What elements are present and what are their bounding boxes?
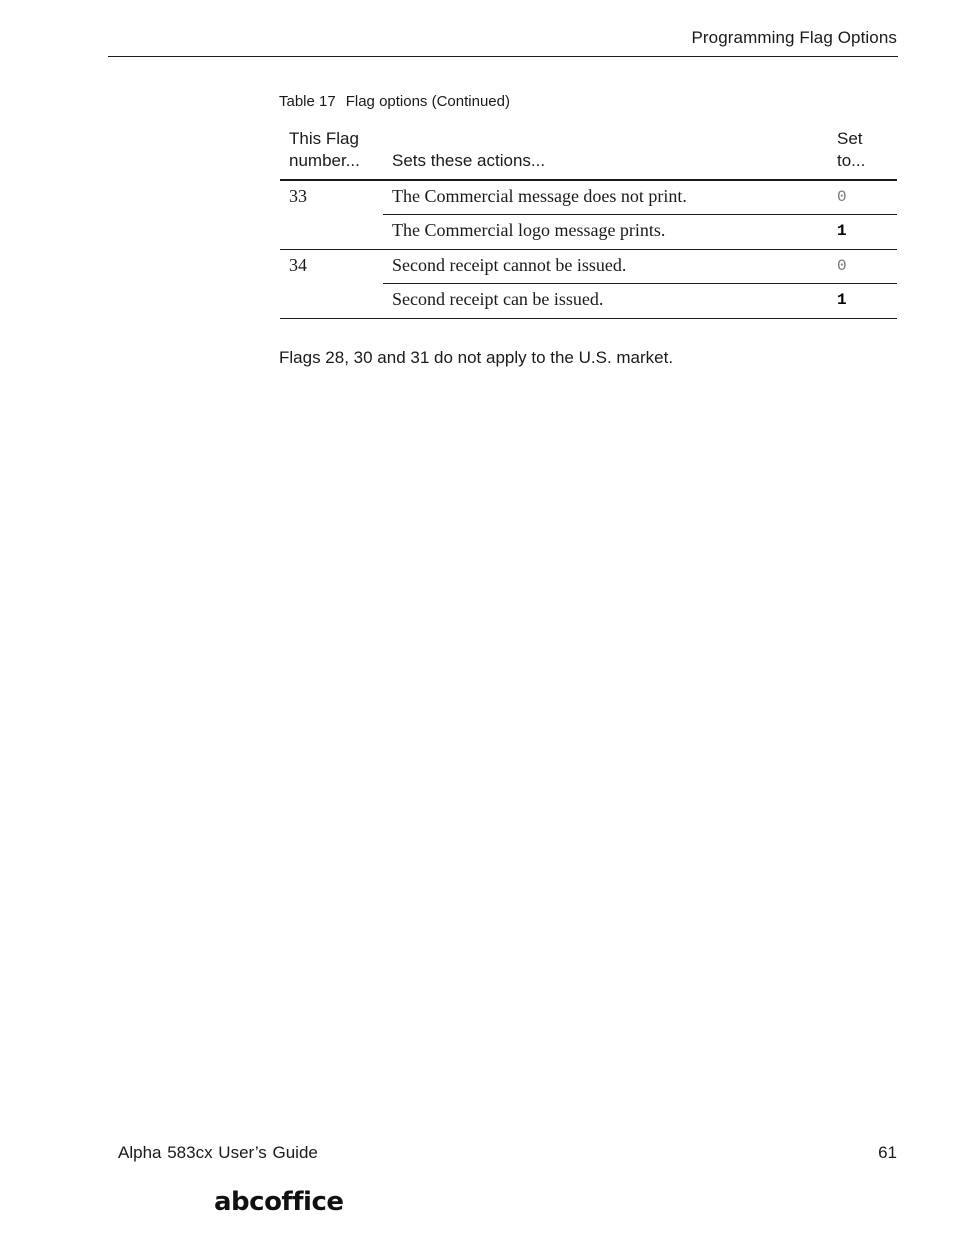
market-note: Flags 28, 30 and 31 do not apply to the U.S. market. [279,348,674,367]
table-row [280,250,897,284]
set-value-cell: 1 [837,291,847,309]
table-row [280,181,897,215]
set-value-cell: 1 [837,222,847,240]
running-header: Programming Flag Options [691,28,897,47]
action-cell: Second receipt cannot be issued. [392,255,627,275]
flag-number-cell: 33 [289,186,307,206]
set-value-cell: 0 [837,188,847,206]
action-cell: Second receipt can be issued. [392,289,604,309]
table-row [280,215,897,250]
abcoffice-logo: abcoffice [214,1187,344,1217]
set-value-cell: 0 [837,257,847,275]
table-row [280,284,897,319]
flag-number-cell: 34 [289,255,307,275]
footer-guide-title: Alpha 583cx User’s Guide [118,1143,318,1162]
action-cell: The Commercial message does not print. [392,186,687,206]
table-caption-title: Flag options (Continued) [345,93,510,110]
footer-page-number: 61 [878,1143,897,1162]
flag-options-table [280,126,897,319]
header-rule [108,56,898,57]
column-header-set-to: Set to... [837,129,866,170]
table-caption [279,93,510,110]
column-header-flag-number: This Flag number... [289,129,360,170]
action-cell: The Commercial logo message prints. [392,220,666,240]
column-header-actions: Sets these actions... [392,151,546,170]
table-header-row [280,126,897,181]
table-caption-number: Table 17 [279,93,336,110]
